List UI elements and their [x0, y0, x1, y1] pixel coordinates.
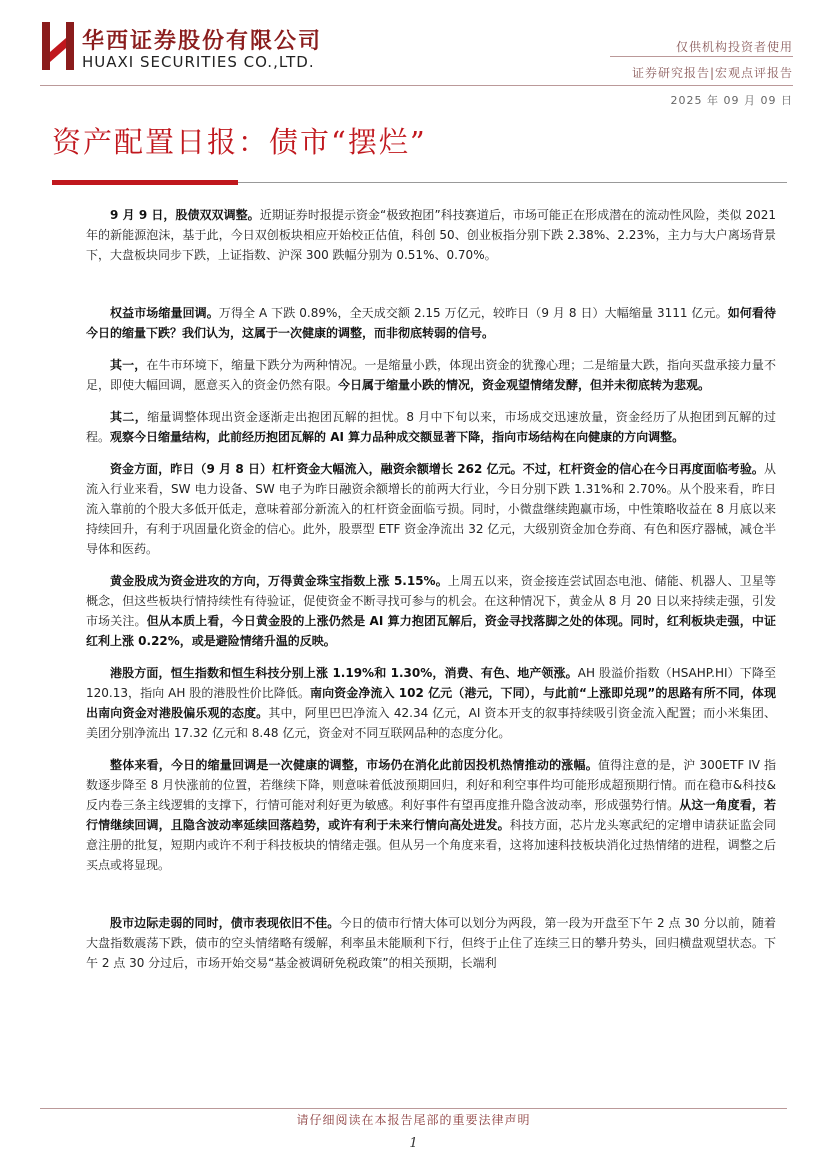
report-body [86, 205, 776, 973]
paragraph-equity-volume: 权益市场缩量回调。万得全 A 下跌 0.89%，全天成交额 2.15 万亿元，较昨日（9 月 8 日）大幅缩量 3111 亿元。如何看待今日的缩量下跌？我们认为，这属于一次健康的调整，而非彻底转弱的信号。 [86, 306, 776, 340]
footer-divider [40, 1108, 787, 1109]
paragraph-gold: 黄金股成为资金进攻的方向，万得黄金珠宝指数上涨 5.15%。上周五以来，资金接连尝试固态电池、储能、机器人、卫星等概念，但这些板块行情持续性有待验证，促使资金不断寻找可参与的机会。在这种情况下，黄金从 8 月 20 日以来持续走强，引发市场关注。但从本质上看，今日黄金股的上涨仍然是 AI 算力抱团瓦解后，资金寻找落脚之处的体现。同时，红利板块走强，中证红利上涨 0.22%，或是避险情绪升温的反映。 [86, 574, 776, 648]
paragraph-summary: 整体来看，今日的缩量回调是一次健康的调整，市场仍在消化此前因投机热情推动的涨幅。值得注意的是，沪 300ETF IV 指数逐步降至 8 月快涨前的位置，若继续下降，则意味着低波预期回归，利好和利空事件均可能形成超预期行情。而在稳市&科技&反内卷三条主线逻辑的支撑下，行情可能对利好更为敏感。利好事件有望再度推升隐含波动率，形成强势行情。从这一角度看，若行情继续回调，且隐含波动率延续回落趋势，或许有利于未来行情向高处进发。科技方面，芯片龙头寒武纪的定增申请获证监会同意注册的批复，短期内或许不利于科技板块的情绪走强。但从另一个角度来看，这将加速科技板块消化过热情绪的进程，调整之后买点或将显现。 [86, 758, 776, 872]
paragraph-reason-two: 其二，缩量调整体现出资金逐渐走出抱团瓦解的担忧。8 月中下旬以来，市场成交迅速放量，资金经历了从抱团到瓦解的过程。观察今日缩量结构，此前经历抱团瓦解的 AI 算力品种成交额显著下降，指向市场结构在向健康的方向调整。 [86, 410, 776, 444]
header-divider-short [610, 56, 793, 57]
report-title: 资产配置日报：债市“摆烂” [52, 125, 427, 159]
paragraph-market-overview: 9 月 9 日，股债双双调整。近期证券时报提示资金“极致抱团”科技赛道后，市场可能正在形成潜在的流动性风险，类似 2021 年的新能源泡沫，基于此，今日双创板块相应开始校正估值，科创 50、创业板指分别下跌 2.38%、2.23%，主力与大户离场背景下，大盘板块同步下跌，上证指数、沪深 300 跌幅分别为 0.51%、0.70%。 [86, 208, 776, 262]
report-date: 2025 年 09 月 09 日 [670, 94, 793, 107]
page-number: 1 [409, 1136, 418, 1151]
paragraph-reason-one: 其一，在牛市环境下，缩量下跌分为两种情况。一是缩量小跌，体现出资金的犹豫心理；二是缩量大跌，指向买盘承接力量不足，即使大幅回调，愿意买入的资金仍然有限。今日属于缩量小跌的情况，资金观望情绪发酵，但并未彻底转为悲观。 [86, 358, 776, 392]
title-rule-accent [52, 180, 238, 185]
audience-note: 仅供机构投资者使用 [675, 40, 793, 54]
company-name-cn: 华西证券股份有限公司 [82, 28, 323, 54]
paragraph-bond-market: 股市边际走弱的同时，债市表现依旧不佳。今日的债市行情大体可以划分为两段，第一段为开盘至下午 2 点 30 分以前，随着大盘指数震荡下跌，债市的空头情绪略有缓解，利率虽未能顺利下行，但终于止住了连续三日的攀升势头，回归横盘观望状态。下午 2 点 30 分过后，市场开始交易“基金被调研免税政策”的相关预期，长端利 [86, 916, 776, 970]
paragraph-funding: 资金方面，昨日（9 月 8 日）杠杆资金大幅流入，融资余额增长 262 亿元。不过，杠杆资金的信心在今日再度面临考验。从流入行业来看，SW 电力设备、SW 电子为昨日融资余额增长的前两大行业，今日分别下跌 1.31%和 2.70%。从个股来看，昨日流入靠前的个股大多低开低走，意味着部分新流入的杠杆资金面临亏损。同时，小微盘继续跑赢市场，中性策略收益在 8 月底以来持续回升，有利于巩固量化资金的信心。此外，股票型 ETF 资金净流出 32 亿元，大级别资金加仓券商、有色和医疗器械，减仓半导体和医药。 [86, 462, 776, 556]
header-divider [40, 85, 793, 86]
title-rule [238, 182, 787, 183]
company-name-en: HUAXI SECURITIES CO.,LTD. [82, 53, 315, 71]
paragraph-hong-kong: 港股方面，恒生指数和恒生科技分别上涨 1.19%和 1.30%，消费、有色、地产领涨。AH 股溢价指数（HSAHP.HI）下降至 120.13，指向 AH 股的港股性价比降低。南向资金净流入 102 亿元（港元，下同），与此前“上涨即兑现”的思路有所不同，体现出南向资金对港股偏乐观的态度。其中，阿里巴巴净流入 42.34 亿元，AI 资本开支的叙事持续吸引资金流入配置；而小米集团、美团分别净流出 17.32 亿元和 8.48 亿元，资金对不同互联网品种的态度分化。 [86, 666, 776, 740]
huaxi-logo-icon [42, 22, 74, 70]
report-type: 证券研究报告|宏观点评报告 [631, 66, 793, 80]
legal-disclaimer: 请仔细阅读在本报告尾部的重要法律声明 [296, 1113, 531, 1127]
